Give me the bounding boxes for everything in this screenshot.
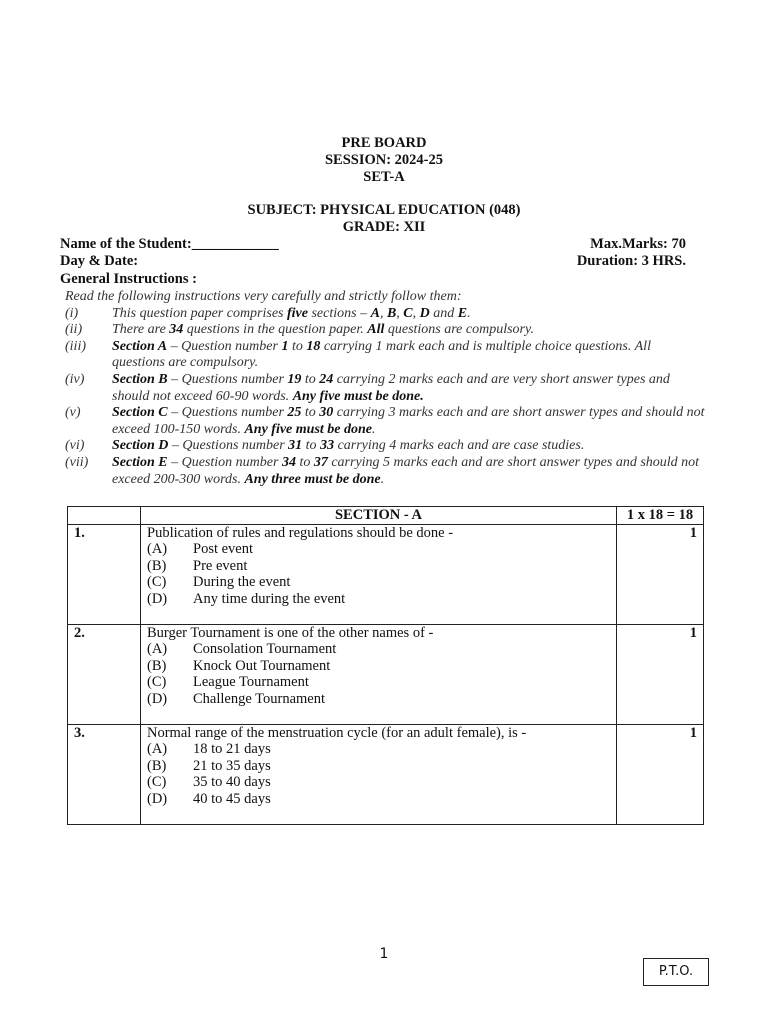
option: (B) Knock Out Tournament	[147, 657, 331, 674]
question-body	[141, 524, 617, 624]
option: (D) Challenge Tournament	[147, 690, 326, 707]
option: (C) 35 to 40 days	[147, 774, 271, 791]
question-number: 3.	[68, 724, 141, 824]
max-marks: Max.Marks: 70	[590, 236, 686, 252]
question-number: 1.	[68, 524, 141, 624]
instruction-item: (v) Section C – Questions number 25 to 30 carrying 3 marks each and are short answer types and should not exceed 100-150 words. Any five must be done.	[65, 405, 705, 437]
info-row-name	[60, 236, 686, 253]
duration: Duration: 3 HRS.	[576, 253, 686, 269]
question-number: 2.	[68, 624, 141, 724]
instruction-item: (ii) There are 34 questions in the question paper. All questions are compulsory.	[65, 322, 534, 338]
page-number: 1	[379, 946, 389, 962]
paper-header	[0, 135, 768, 236]
option: (D) 40 to 45 days	[147, 790, 271, 807]
question-row	[68, 624, 704, 724]
question-row	[68, 524, 704, 624]
session-label: SESSION: 2024-25	[324, 152, 444, 168]
section-header-row	[68, 507, 704, 525]
question-marks: 1	[617, 624, 704, 724]
question-body	[141, 724, 617, 824]
option: (A) Post event	[147, 541, 254, 558]
exam-title: PRE BOARD	[341, 135, 427, 151]
question-row	[68, 724, 704, 824]
question-text: Publication of rules and regulations should be done -	[147, 524, 454, 541]
day-date-field: Day & Date:	[60, 253, 139, 269]
instruction-item: (vi) Section D – Questions number 31 to 33 carrying 4 marks each and are case studies.	[65, 438, 585, 454]
instruction-item: (vii) Section E – Question number 34 to 37 carrying 5 marks each and are short answer types and should not exceed 200-300 words. Any three must be done.	[65, 454, 700, 487]
pto-box: P.T.O.	[643, 958, 709, 986]
instruction-item: (iv) Section B – Questions number 19 to 24 carrying 2 marks each and are very short answer types and should not exceed 60-90 words. Any five must be done.	[65, 371, 670, 404]
subject-label: SUBJECT: PHYSICAL EDUCATION (048)	[247, 202, 521, 218]
option: (C) League Tournament	[147, 674, 309, 691]
option: (D) Any time during the event	[147, 590, 346, 607]
question-marks: 1	[617, 524, 704, 624]
student-name-field: Name of the Student:____________	[60, 236, 279, 252]
option: (B) 21 to 35 days	[147, 757, 271, 774]
question-text: Burger Tournament is one of the other names of -	[147, 624, 434, 641]
general-instructions-title: General Instructions :	[60, 271, 197, 287]
instructions-list	[65, 289, 705, 488]
info-row-date	[60, 253, 686, 270]
grade-label: GRADE: XII	[342, 219, 426, 235]
option: (A) Consolation Tournament	[147, 641, 337, 658]
question-text: Normal range of the menstruation cycle (for an adult female), is -	[147, 724, 527, 741]
question-body	[141, 624, 617, 724]
instruction-item: (iii) Section A – Question number 1 to 18 carrying 1 mark each and is multiple choice questions. All questions are compulsory.	[65, 338, 651, 371]
set-label: SET-A	[363, 169, 405, 185]
option: (B) Pre event	[147, 557, 248, 574]
instruction-item: (i) This question paper comprises five sections – A, B, C, D and E.	[65, 305, 471, 321]
section-a-table	[67, 506, 704, 825]
option: (C) During the event	[147, 574, 291, 591]
instructions-lead: Read the following instructions very carefully and strictly follow them:	[65, 289, 462, 304]
option: (A) 18 to 21 days	[147, 741, 271, 758]
section-title: SECTION - A	[141, 507, 617, 525]
section-marks: 1 x 18 = 18	[617, 507, 704, 525]
question-marks: 1	[617, 724, 704, 824]
